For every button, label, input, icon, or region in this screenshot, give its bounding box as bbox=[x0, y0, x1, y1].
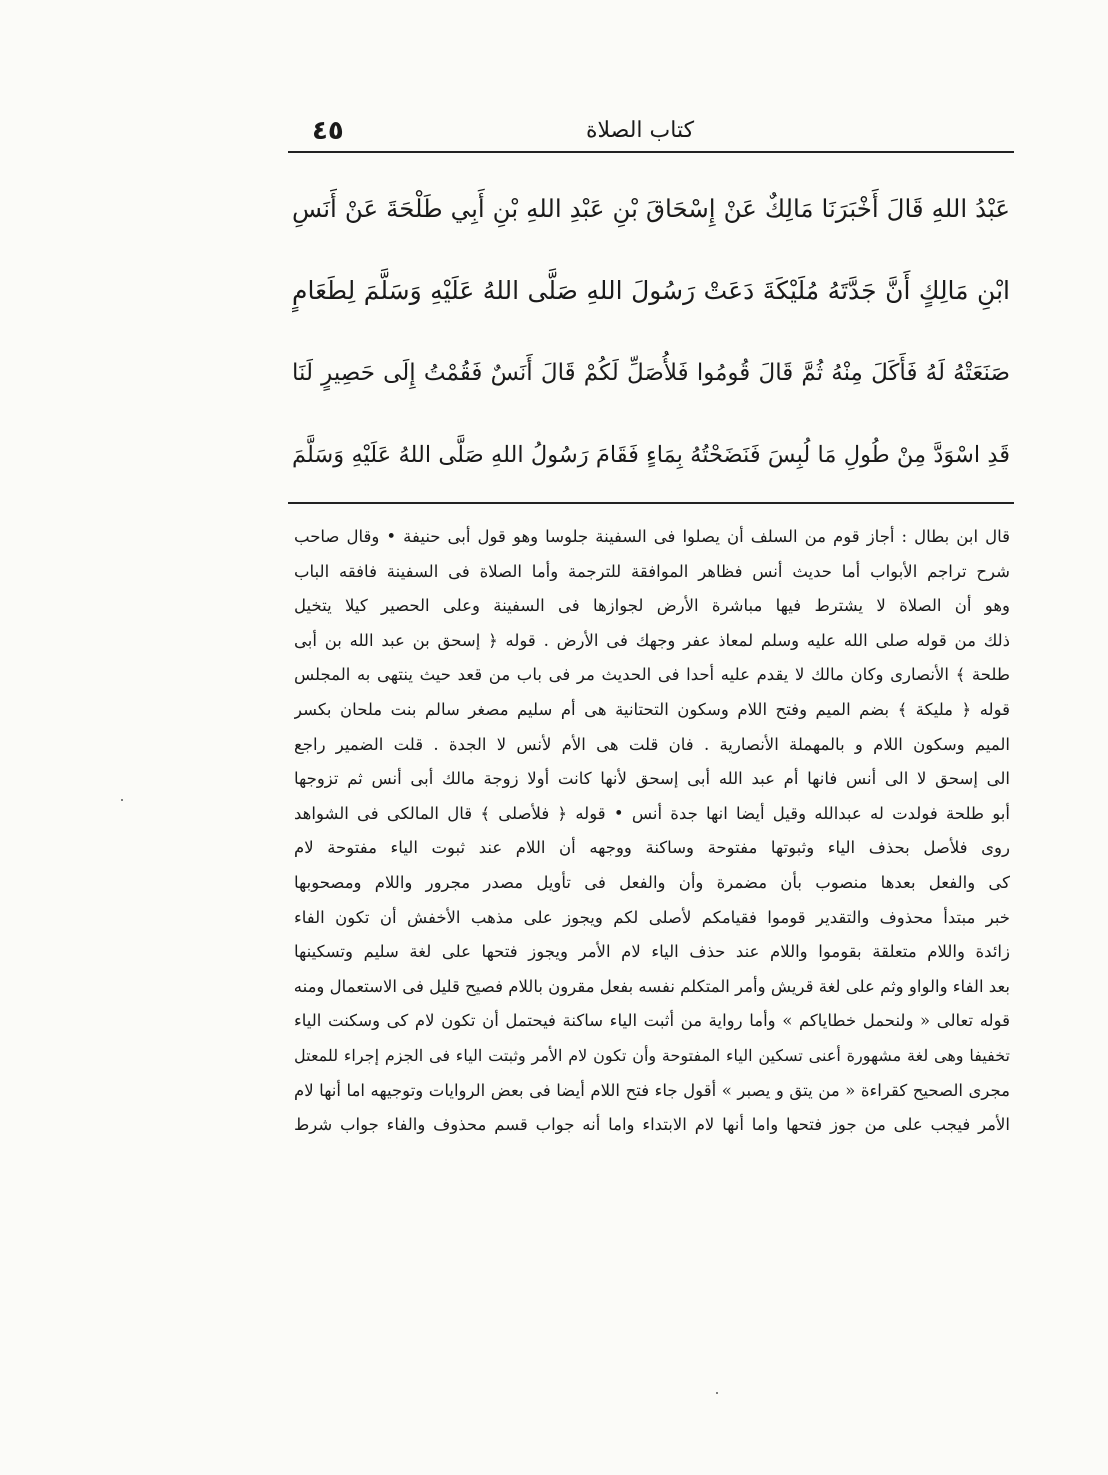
commentary-text bbox=[294, 520, 1010, 1143]
header-rule bbox=[288, 151, 1014, 153]
page-header bbox=[286, 112, 1014, 148]
commentary-line: الى إسحق لا الى أنس فانها أم عبد الله أبى إسحق لأنها كانت أولا زوجة مالك أبى أنس ثم تزوجها bbox=[294, 769, 1010, 789]
commentary-line: زائدة واللام متعلقة بقوموا واللام عند حذف الياء لام الأمر ويجوز فتحها على لغة سليم وتسكينها bbox=[294, 942, 1010, 962]
scan-speck bbox=[716, 1392, 718, 1394]
hadith-line: صَنَعَتْهُ لَهُ فَأَكَلَ مِنْهُ ثُمَّ قَالَ قُومُوا فَلأُصَلِّ لَكُمْ قَالَ أَنَسٌ فَقُمْتُ إِلَى حَصِيرٍ لَنَا bbox=[292, 360, 1010, 386]
commentary-line: طلحة ﴾ الأنصارى وكان مالك لا يقدم عليه أحدا فى الحديث مر فى باب من قعد حيث ينتهى به المجلس bbox=[294, 665, 1010, 685]
section-divider bbox=[288, 502, 1014, 504]
commentary-line: وهو أن الصلاة لا يشترط فيها مباشرة الأرض لجوازها فى السفينة وعلى الحصير كيلا يتخيل bbox=[294, 596, 1010, 616]
hadith-line: ابْنِ مَالِكٍ أَنَّ جَدَّتَهُ مُلَيْكَةَ دَعَتْ رَسُولَ اللهِ صَلَّى اللهُ عَلَيْهِ وَسَلَّمَ لِطَعَامٍ bbox=[292, 276, 1010, 305]
hadith-line: قَدِ اسْوَدَّ مِنْ طُولِ مَا لُبِسَ فَنَضَحْتُهُ بِمَاءٍ فَقَامَ رَسُولُ اللهِ صَلَّى اللهُ عَلَيْهِ وَسَلَّمَ bbox=[292, 442, 1010, 468]
commentary-line: تخفيفا وهى لغة مشهورة أعنى تسكين الياء المفتوحة وأن تكون لام الأمر وثبتت الياء فى الجزم إجراء للمعتل bbox=[294, 1045, 1010, 1065]
running-title: كتاب الصلاة bbox=[586, 118, 695, 143]
commentary-line: روى فلأصل بحذف الياء وثبوتها مفتوحة وساكنة ووجهه أن اللام عند ثبوت الياء مفتوحة لام bbox=[294, 838, 1010, 858]
commentary-line: قال ابن بطال : أجاز قوم من السلف أن يصلوا فى السفينة جلوسا وهو قول أبى حنيفة • وقال صاحب bbox=[294, 527, 1010, 546]
commentary-line: ذلك من قوله صلى الله عليه وسلم لمعاذ عفر وجهك فى الأرض . قوله ﴿ إسحق بن عبد الله بن أبى bbox=[294, 630, 1010, 650]
hadith-text bbox=[292, 168, 1010, 496]
commentary-line: بعد الفاء والواو وثم على لغة قريش وأمر المتكلم نفسه بفعل مقرون باللام فصيح قليل فى الاستعمال ومنه bbox=[294, 976, 1010, 996]
commentary-line: الأمر فيجب على من جوز فتحها واما أنها لام الابتداء واما أنه جواب قسم محذوف والفاء جواب شرط bbox=[294, 1115, 1010, 1135]
commentary-line: كى والفعل بعدها منصوب بأن مضمرة وأن والفعل فى تأويل مصدر مجرور واللام ومصحوبها bbox=[294, 872, 1010, 892]
commentary-line: خبر مبتدأ محذوف والتقدير قوموا فقيامكم لأصلى لكم ويجوز على مذهب الأخفش أن تكون الفاء bbox=[294, 907, 1010, 927]
commentary-line: الميم وسكون اللام و بالمهملة الأنصارية . فان قلت هى الأم لأنس لا الجدة . قلت الضمير راجع bbox=[294, 734, 1010, 754]
commentary-line: شرح تراجم الأبواب أما حديث أنس فظاهر الموافقة للترجمة وأما الصلاة فى السفينة فافقه الباب bbox=[294, 561, 1010, 581]
hadith-line: عَبْدُ اللهِ قَالَ أَخْبَرَنَا مَالِكٌ عَنْ إِسْحَاقَ بْنِ عَبْدِ اللهِ بْنِ أَبِي طَلْحَةَ عَنْ أَنَسِ bbox=[292, 194, 1010, 223]
commentary-line: قوله ﴿ مليكة ﴾ بضم الميم وفتح اللام وسكون التحتانية هى أم سليم مصغر سالم بنت ملحان بكسر bbox=[294, 699, 1010, 719]
commentary-line: قوله تعالى « ولنحمل خطاياكم » وأما رواية من أثبت الياء ساكنة فيحتمل أن تكون لام كى وسكنت الياء bbox=[294, 1011, 1010, 1031]
commentary-line: مجرى الصحيح كقراءة « من يتق و يصبر » أقول جاء فتح اللام أيضا فى بعض الروايات وتوجيهه اما أنها لام bbox=[294, 1080, 1010, 1100]
commentary-line: أبو طلحة فولدت له عبدالله وقيل أيضا انها جدة أنس • قوله ﴿ فلأصلى ﴾ قال المالكى فى الشواهد bbox=[294, 803, 1010, 823]
page-number: ٤٥ bbox=[312, 116, 344, 146]
scan-speck bbox=[121, 799, 123, 801]
